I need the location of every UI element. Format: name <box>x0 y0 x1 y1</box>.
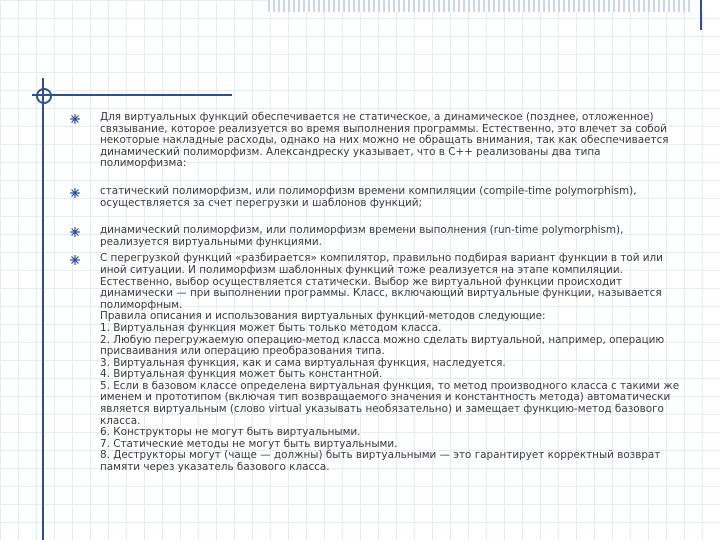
item-text: С перегрузкой функций «разбирается» компилятор, правильно подбирая вариант функции в той или иной ситуации. И полиморфизм шаблонных функций тоже реализуется на этапе компиляции. Естественно, выбор осуществляется статически. Выбор же виртуальной функции происходит динамически — при выполнении программы. Класс, включающий виртуальные функции, называется полиморфным. Правила описания и использования виртуальных функций-методов следующие: 1. Виртуальная функция может быть только методом класса. 2. Любую перегружаемую операцию-метод класса можно сделать виртуальной, например, операцию присваивания или операцию преобразования типа. 3. Виртуальная функция, как и сама виртуальная функция, наследуется. 4. Виртуальная функция может быть константной. 5. Если в базовом классе определена виртуальная функция, то метод производного класса с такими же именем и прототипом (включая тип возвращаемого значения и константность метода) автоматически является виртуальным (слово virtual указывать необязательно) и замещает функцию-метод базового класса. 6. Конструкторы не могут быть виртуальными. 7. Статические методы не могут быть виртуальными. 8. Деструкторы могут (чаще — должны) быть виртуальными — это гарантирует корректный возврат памяти через указатель базового класса. <box>100 252 680 474</box>
stripes-gap <box>690 0 720 12</box>
star-burst-icon <box>70 227 80 237</box>
left-vertical-line <box>42 78 44 540</box>
list-item <box>70 225 690 248</box>
list-item <box>70 186 690 209</box>
star-burst-icon <box>70 114 80 124</box>
item-text: Для виртуальных функций обеспечивается не статическое, а динамическое (позднее, отложенное) связывание, которое реализуется во время выполнения программы. Естественно, это влечет за собой некоторые накладные расходы, однако на них можно не обращать внимания, так как обеспечивается динамический полиморфизм. Александреску указывает, что в С++ реализованы два типа полиморфизма: <box>100 111 669 170</box>
star-burst-icon <box>70 255 80 265</box>
slide-content <box>70 112 690 474</box>
list-item <box>70 112 690 170</box>
star-burst-icon <box>70 188 80 198</box>
list-item <box>70 253 690 473</box>
corner-circle-icon <box>36 88 52 104</box>
item-text: статический полиморфизм, или полиморфизм времени компиляции (compile-time polymorphism), осуществляется за счет перегрузки и шаблонов функций; <box>100 184 637 209</box>
decorative-stripes <box>268 0 720 12</box>
right-vertical-line <box>700 0 702 30</box>
top-horizontal-line <box>32 94 232 96</box>
item-text: динамический полиморфизм, или полиморфизм времени выполнения (run-time polymorphism), реализуется виртуальными функциями. <box>100 224 624 248</box>
